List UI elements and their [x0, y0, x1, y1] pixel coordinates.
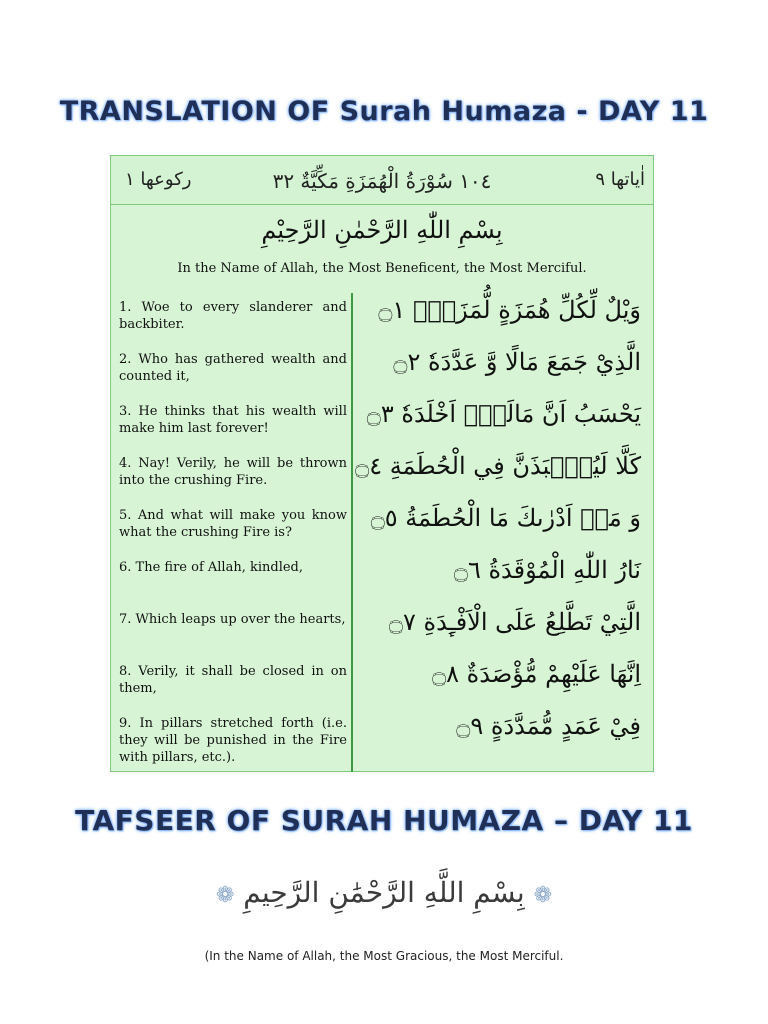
- verse-translation-8: 8. Verily, it shall be closed in on them,: [119, 664, 347, 696]
- bismillah-english: In the Name of Allah, the Most Beneficent, the Most Merciful.: [177, 261, 587, 276]
- column-divider: [351, 293, 353, 772]
- verse-arabic-1: وَيْلٌ لِّكُلِّ هُمَزَةٍ لُّمَزَةِۨ ۝١: [378, 296, 641, 324]
- bismillah-translation: (In the Name of Allah, the Most Gracious, the Most Merciful.: [204, 949, 564, 963]
- verse-arabic-7: الَّتِيْ تَطَّلِعُ عَلَى الْاَفْـِٕدَةِ ۝٧: [388, 608, 641, 636]
- ruku-count: ركوعها ١: [125, 169, 192, 190]
- verse-translation-1: 1. Woe to every slanderer and backbiter.: [119, 300, 347, 332]
- verse-arabic-6: نَارُ اللّٰهِ الْمُوْقَدَةُ ۝٦: [453, 556, 641, 584]
- page-title: TRANSLATION OF Surah Humaza - DAY 11: [59, 96, 709, 127]
- verse-arabic-4: كَلَّا لَيُنْۢبَذَنَّ فِي الْحُطَمَةِ ۝٤: [355, 452, 641, 480]
- verse-translation-3: 3. He thinks that his wealth will make him last forever!: [119, 404, 347, 436]
- verse-arabic-8: اِنَّهَا عَلَيْهِمْ مُّؤْصَدَةٌ ۝٨: [432, 660, 641, 688]
- verse-translation-6: 6. The fire of Allah, kindled,: [119, 560, 304, 575]
- verse-translation-5: 5. And what will make you know what the crushing Fire is?: [119, 508, 347, 540]
- verse-arabic-3: يَحْسَبُ اَنَّ مَالَهٗۤ اَخْلَدَهٗ ۝٣: [366, 400, 641, 428]
- verse-translation-9: 9. In pillars stretched forth (i.e. they will be punished in the Fire with pillars, etc.).: [119, 716, 347, 765]
- bismillah-calligraphy: [0, 876, 768, 909]
- verse-arabic-5: وَ مَاۤ اَدْرٰىكَ مَا الْحُطَمَةُ ۝٥: [370, 504, 641, 532]
- verse-arabic-9: فِيْ عَمَدٍ مُّمَدَّدَةٍ ۝٩: [456, 712, 641, 740]
- surah-name: ١٠٤ سُوْرَةُ الْهُمَزَةِ مَكِّيَّةٌ ٣٢: [272, 169, 492, 193]
- verse-translation-4: 4. Nay! Verily, he will be thrown into the crushing Fire.: [119, 456, 347, 488]
- surah-panel: [110, 155, 654, 772]
- surah-header: [111, 156, 653, 205]
- verse-arabic-2: الَّذِيْ جَمَعَ مَالًا وَّ عَدَّدَهٗ ۝٢: [393, 348, 641, 376]
- verse-translation-2: 2. Who has gathered wealth and counted it,: [119, 352, 347, 384]
- tafseer-title: TAFSEER OF SURAH HUMAZA – DAY 11: [75, 804, 693, 837]
- ayat-count: اٰياتها ٩: [595, 169, 645, 190]
- bismillah-calligraphy-text: بِسْمِ اللَّهِ الرَّحْمَٰنِ الرَّحِيمِ: [243, 876, 525, 909]
- verse-translation-7: 7. Which leaps up over the hearts,: [119, 612, 346, 627]
- ornament-right-icon: ❁: [215, 883, 235, 908]
- bismillah-arabic: بِسْمِ اللّٰهِ الرَّحْمٰنِ الرَّحِيْمِ: [261, 216, 503, 244]
- ornament-left-icon: ❁: [533, 883, 553, 908]
